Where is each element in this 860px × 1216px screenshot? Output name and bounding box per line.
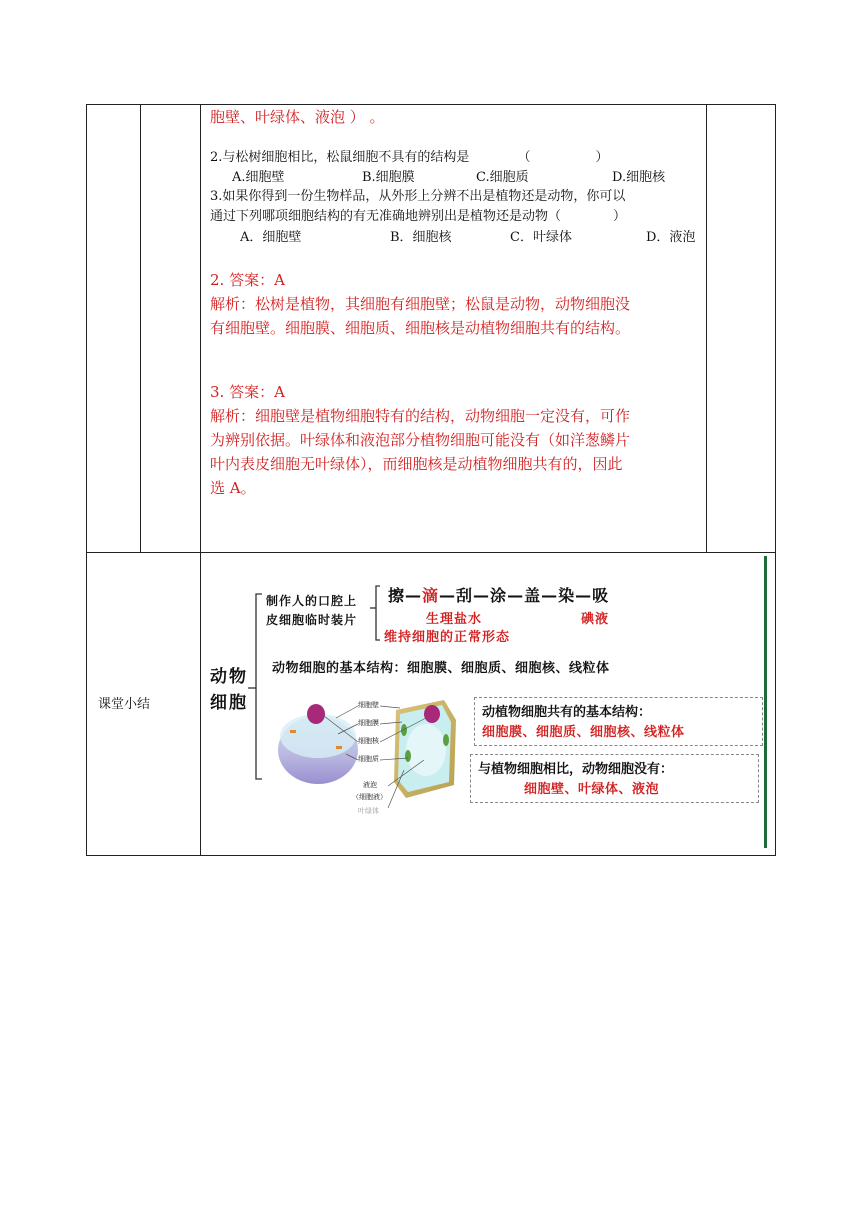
step-dash: — xyxy=(405,586,423,605)
answer-2-title: 2. 答案：A xyxy=(210,271,285,289)
label-cell-wall: 细胞壁 xyxy=(358,701,379,709)
q2-stem-text: 2.与松树细胞相比，松鼠细胞不具有的结构是 xyxy=(210,150,470,165)
steps-row xyxy=(388,583,609,606)
summary-label: 课堂小结 xyxy=(98,697,151,712)
step-tu: 涂 xyxy=(490,586,508,605)
green-bar xyxy=(764,556,767,848)
q2-option-d: D.细胞核 xyxy=(612,170,666,185)
iodine-note: 碘液 xyxy=(581,612,610,627)
root-label-line2: 细胞 xyxy=(210,693,248,713)
q3-option-a: A．细胞壁 xyxy=(240,230,302,245)
q2-option-c: C.细胞质 xyxy=(476,170,529,185)
label-cell-membrane: 细胞膜 xyxy=(358,719,379,727)
saline-note: 生理盐水 xyxy=(426,612,483,627)
step-dash: — xyxy=(507,586,525,605)
root-label-line1: 动物 xyxy=(210,667,248,687)
label-cell-sap: （细胞液） xyxy=(352,793,387,801)
continuation-text: 胞壁、叶绿体、液泡 ） 。 xyxy=(210,108,385,126)
animal-nucleus xyxy=(307,704,325,724)
step-xi: 吸 xyxy=(592,586,610,605)
label-cytoplasm: 细胞质 xyxy=(358,755,379,763)
answer-3-title: 3. 答案：A xyxy=(210,383,285,401)
q3-option-c: C．叶绿体 xyxy=(510,230,572,245)
box1-body: 细胞膜、细胞质、细胞核、线粒体 xyxy=(482,725,685,740)
step-ca: 擦 xyxy=(388,586,406,605)
step-dash: — xyxy=(473,586,491,605)
box2-body: 细胞壁、叶绿体、液泡 xyxy=(524,782,660,797)
answer-2-explain-2: 有细胞壁。细胞膜、细胞质、细胞核是动植物细胞共有的结构。 xyxy=(210,319,631,337)
question-3-line2: 通过下列哪项细胞结构的有无准确地辨别出是植物还是动物（ ） xyxy=(210,209,627,224)
step-gai: 盖 xyxy=(524,586,542,605)
slide-line2: 皮细胞临时装片 xyxy=(266,613,358,627)
answer-3-explain-1: 解析：细胞壁是植物细胞特有的结构，动物细胞一定没有，可作 xyxy=(210,407,631,425)
step-gua: 刮 xyxy=(456,586,474,605)
q2-blank: （ ） xyxy=(517,150,609,165)
label-nucleus: 细胞核 xyxy=(358,737,379,745)
question-2-stem xyxy=(210,148,609,167)
answer-2-explain-1: 解析：松树是植物，其细胞有细胞壁；松鼠是动物，动物细胞没 xyxy=(210,295,631,313)
q2-option-a: A.细胞壁 xyxy=(232,170,285,185)
box1-title: 动植物细胞共有的基本结构： xyxy=(482,705,652,720)
box2-title: 与植物细胞相比，动物细胞没有： xyxy=(478,762,674,777)
answer-3-explain-3: 叶内表皮细胞无叶绿体），而细胞核是动植物细胞共有的，因此 xyxy=(210,455,623,473)
q3-option-d: D．液泡 xyxy=(646,230,696,245)
q3-option-b: B．细胞核 xyxy=(390,230,452,245)
step-dash: — xyxy=(541,586,559,605)
plant-nucleus xyxy=(424,705,440,723)
step-dash: — xyxy=(439,586,457,605)
label-vacuole: 液泡 xyxy=(363,781,377,789)
keep-shape-note: 维持细胞的正常形态 xyxy=(384,630,511,645)
answer-3-explain-4: 选 A。 xyxy=(210,479,256,497)
question-3-line1: 3.如果你得到一份生物样品，从外形上分辨不出是植物还是动物，你可以 xyxy=(210,189,626,204)
step-di: 滴 xyxy=(422,586,440,605)
q2-option-b: B.细胞膜 xyxy=(362,170,415,185)
step-dash: — xyxy=(575,586,593,605)
slide-line1: 制作人的口腔上 xyxy=(266,594,358,608)
basic-structure-line: 动物细胞的基本结构：细胞膜、细胞质、细胞核、线粒体 xyxy=(272,661,610,676)
answer-3-explain-2: 为辨别依据。叶绿体和液泡部分植物细胞可能没有（如洋葱鳞片 xyxy=(210,431,631,449)
step-ran: 染 xyxy=(558,586,576,605)
label-chloroplast: 叶绿体 xyxy=(358,807,379,815)
